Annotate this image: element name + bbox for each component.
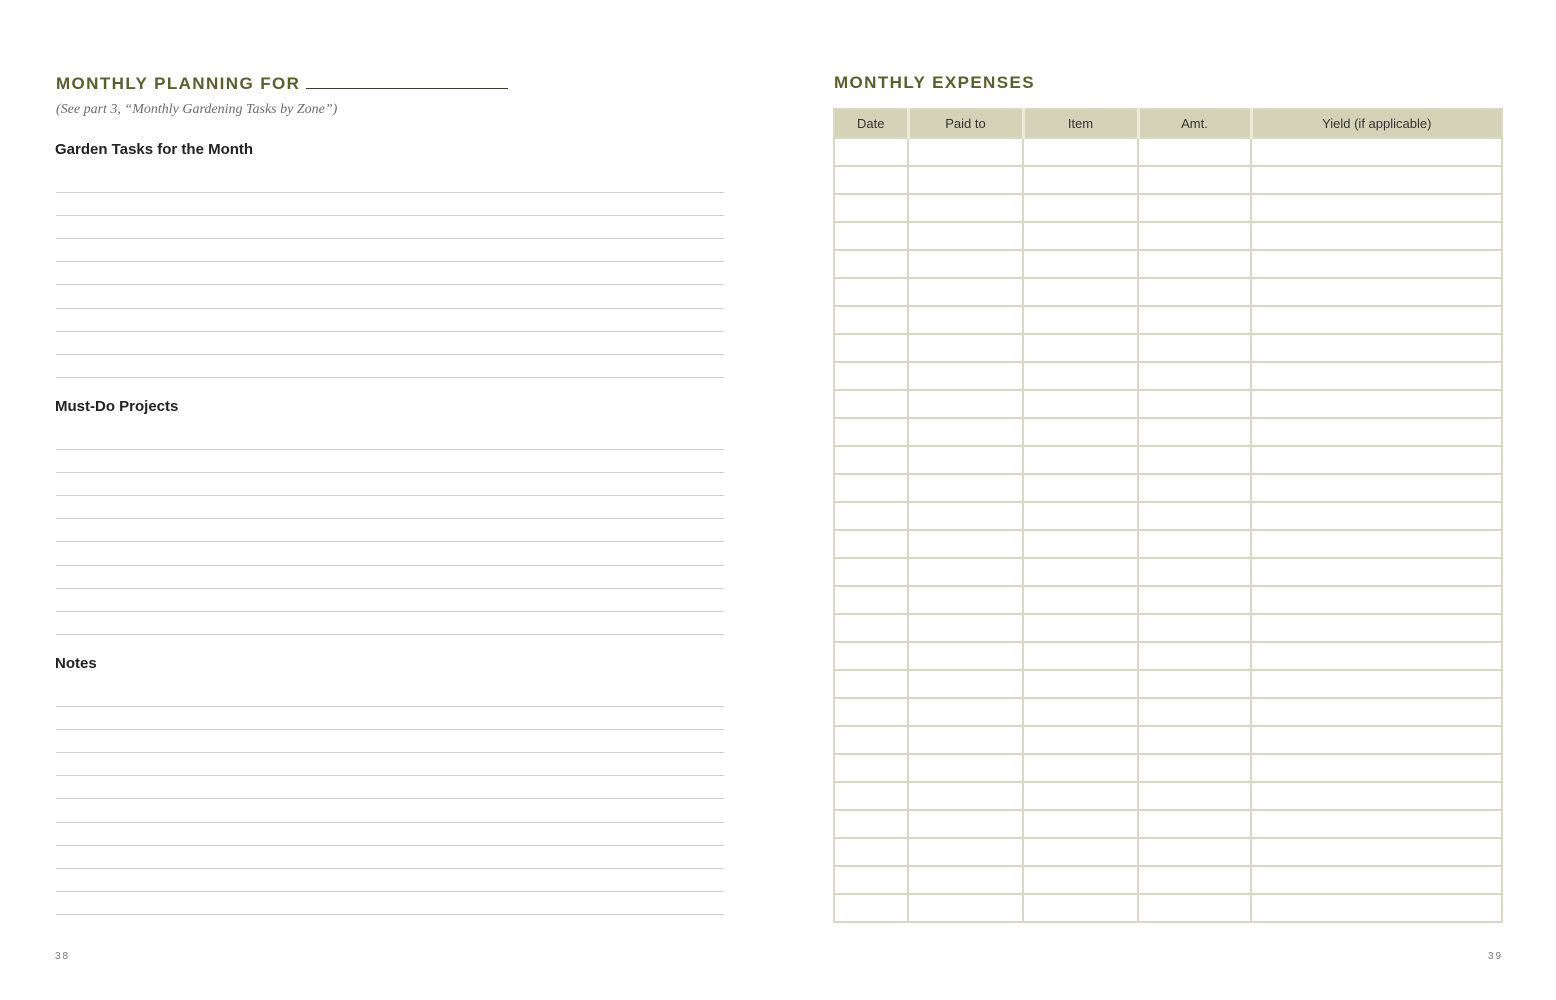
item-cell[interactable] [1023, 502, 1138, 530]
item-cell[interactable] [1023, 670, 1138, 698]
paid-to-cell[interactable] [908, 250, 1023, 278]
yield-cell[interactable] [1251, 502, 1502, 530]
amount-cell[interactable] [1138, 194, 1251, 222]
item-cell[interactable] [1023, 194, 1138, 222]
table-row [834, 474, 1502, 502]
yield-cell[interactable] [1251, 698, 1502, 726]
amount-cell[interactable] [1138, 810, 1251, 838]
table-row [834, 838, 1502, 866]
yield-cell[interactable] [1251, 530, 1502, 558]
paid-to-cell[interactable] [908, 138, 1023, 166]
yield-cell[interactable] [1251, 670, 1502, 698]
table-row [834, 138, 1502, 166]
paid-to-cell[interactable] [908, 306, 1023, 334]
yield-cell[interactable] [1251, 586, 1502, 614]
writing-line[interactable] [56, 798, 724, 799]
date-cell[interactable] [834, 614, 908, 642]
item-cell[interactable] [1023, 838, 1138, 866]
amount-cell[interactable] [1138, 894, 1251, 922]
paid-to-cell[interactable] [908, 166, 1023, 194]
paid-to-cell[interactable] [908, 558, 1023, 586]
writing-line[interactable] [56, 238, 724, 239]
table-row [834, 698, 1502, 726]
item-cell[interactable] [1023, 642, 1138, 670]
amount-cell[interactable] [1138, 838, 1251, 866]
amount-cell[interactable] [1138, 250, 1251, 278]
yield-cell[interactable] [1251, 782, 1502, 810]
expenses-header-row [834, 109, 1502, 138]
yield-cell[interactable] [1251, 362, 1502, 390]
paid-to-cell[interactable] [908, 334, 1023, 362]
planning-title-text: MONTHLY PLANNING FOR [56, 74, 301, 93]
date-cell[interactable] [834, 894, 908, 922]
table-row [834, 642, 1502, 670]
column-header-yield: Yield (if applicable) [1251, 109, 1502, 138]
yield-cell[interactable] [1251, 754, 1502, 782]
item-cell[interactable] [1023, 698, 1138, 726]
amount-cell[interactable] [1138, 558, 1251, 586]
paid-to-cell[interactable] [908, 754, 1023, 782]
table-row [834, 334, 1502, 362]
item-cell[interactable] [1023, 530, 1138, 558]
item-cell[interactable] [1023, 558, 1138, 586]
writing-line[interactable] [56, 729, 724, 730]
date-cell[interactable] [834, 586, 908, 614]
amount-cell[interactable] [1138, 670, 1251, 698]
column-header-item: Item [1023, 109, 1138, 138]
right-page [778, 0, 1556, 1000]
date-cell[interactable] [834, 250, 908, 278]
paid-to-cell[interactable] [908, 810, 1023, 838]
paid-to-cell[interactable] [908, 894, 1023, 922]
table-row [834, 250, 1502, 278]
amount-cell[interactable] [1138, 586, 1251, 614]
table-row [834, 726, 1502, 754]
date-cell[interactable] [834, 698, 908, 726]
must-do-projects-heading: Must-Do Projects [55, 398, 179, 415]
date-cell[interactable] [834, 670, 908, 698]
yield-cell[interactable] [1251, 138, 1502, 166]
paid-to-cell[interactable] [908, 642, 1023, 670]
expenses-title: MONTHLY EXPENSES [834, 73, 1035, 92]
expenses-table [833, 108, 1503, 923]
yield-cell[interactable] [1251, 250, 1502, 278]
date-cell[interactable] [834, 222, 908, 250]
date-cell[interactable] [834, 166, 908, 194]
table-row [834, 166, 1502, 194]
planning-title [56, 73, 508, 94]
item-cell[interactable] [1023, 474, 1138, 502]
table-row [834, 558, 1502, 586]
item-cell[interactable] [1023, 222, 1138, 250]
yield-cell[interactable] [1251, 222, 1502, 250]
item-cell[interactable] [1023, 726, 1138, 754]
writing-line[interactable] [56, 331, 724, 332]
table-row [834, 782, 1502, 810]
writing-line[interactable] [56, 472, 724, 473]
date-cell[interactable] [834, 726, 908, 754]
date-cell[interactable] [834, 838, 908, 866]
amount-cell[interactable] [1138, 166, 1251, 194]
paid-to-cell[interactable] [908, 726, 1023, 754]
paid-to-cell[interactable] [908, 838, 1023, 866]
yield-cell[interactable] [1251, 194, 1502, 222]
notes-heading: Notes [55, 655, 97, 672]
table-row [834, 278, 1502, 306]
date-cell[interactable] [834, 782, 908, 810]
writing-line[interactable] [56, 192, 724, 193]
date-cell[interactable] [834, 642, 908, 670]
yield-cell[interactable] [1251, 894, 1502, 922]
date-cell[interactable] [834, 474, 908, 502]
yield-cell[interactable] [1251, 810, 1502, 838]
amount-cell[interactable] [1138, 334, 1251, 362]
month-blank-line[interactable] [306, 73, 508, 89]
paid-to-cell[interactable] [908, 194, 1023, 222]
writing-line[interactable] [56, 541, 724, 542]
yield-cell[interactable] [1251, 334, 1502, 362]
date-cell[interactable] [834, 810, 908, 838]
item-cell[interactable] [1023, 446, 1138, 474]
yield-cell[interactable] [1251, 306, 1502, 334]
date-cell[interactable] [834, 362, 908, 390]
table-row [834, 810, 1502, 838]
date-cell[interactable] [834, 530, 908, 558]
writing-line[interactable] [56, 284, 724, 285]
paid-to-cell[interactable] [908, 446, 1023, 474]
column-header-paid-to: Paid to [908, 109, 1023, 138]
yield-cell[interactable] [1251, 166, 1502, 194]
writing-line[interactable] [56, 308, 724, 309]
amount-cell[interactable] [1138, 726, 1251, 754]
table-row [834, 530, 1502, 558]
yield-cell[interactable] [1251, 418, 1502, 446]
writing-line[interactable] [56, 914, 724, 915]
garden-tasks-heading: Garden Tasks for the Month [55, 141, 254, 158]
writing-line[interactable] [56, 565, 724, 566]
writing-line[interactable] [56, 822, 724, 823]
date-cell[interactable] [834, 754, 908, 782]
yield-cell[interactable] [1251, 642, 1502, 670]
writing-line[interactable] [56, 891, 724, 892]
writing-line[interactable] [56, 752, 724, 753]
table-row [834, 894, 1502, 922]
paid-to-cell[interactable] [908, 670, 1023, 698]
item-cell[interactable] [1023, 810, 1138, 838]
amount-cell[interactable] [1138, 138, 1251, 166]
item-cell[interactable] [1023, 166, 1138, 194]
table-row [834, 754, 1502, 782]
amount-cell[interactable] [1138, 446, 1251, 474]
page-number-left: 38 [55, 951, 71, 962]
amount-cell[interactable] [1138, 698, 1251, 726]
table-row [834, 866, 1502, 894]
writing-line[interactable] [56, 611, 724, 612]
table-row [834, 306, 1502, 334]
writing-line[interactable] [56, 588, 724, 589]
column-header-amount: Amt. [1138, 109, 1251, 138]
table-row [834, 614, 1502, 642]
yield-cell[interactable] [1251, 726, 1502, 754]
item-cell[interactable] [1023, 362, 1138, 390]
date-cell[interactable] [834, 418, 908, 446]
item-cell[interactable] [1023, 782, 1138, 810]
date-cell[interactable] [834, 558, 908, 586]
yield-cell[interactable] [1251, 866, 1502, 894]
paid-to-cell[interactable] [908, 614, 1023, 642]
paid-to-cell[interactable] [908, 222, 1023, 250]
writing-line[interactable] [56, 775, 724, 776]
planning-subtitle: (See part 3, “Monthly Gardening Tasks by Zone”) [56, 102, 338, 117]
writing-line[interactable] [56, 706, 724, 707]
table-row [834, 586, 1502, 614]
writing-line[interactable] [56, 215, 724, 216]
paid-to-cell[interactable] [908, 698, 1023, 726]
item-cell[interactable] [1023, 418, 1138, 446]
item-cell[interactable] [1023, 754, 1138, 782]
amount-cell[interactable] [1138, 222, 1251, 250]
date-cell[interactable] [834, 306, 908, 334]
table-row [834, 194, 1502, 222]
amount-cell[interactable] [1138, 754, 1251, 782]
date-cell[interactable] [834, 502, 908, 530]
table-row [834, 502, 1502, 530]
writing-line[interactable] [56, 495, 724, 496]
item-cell[interactable] [1023, 614, 1138, 642]
paid-to-cell[interactable] [908, 418, 1023, 446]
paid-to-cell[interactable] [908, 586, 1023, 614]
amount-cell[interactable] [1138, 782, 1251, 810]
date-cell[interactable] [834, 866, 908, 894]
amount-cell[interactable] [1138, 530, 1251, 558]
paid-to-cell[interactable] [908, 474, 1023, 502]
amount-cell[interactable] [1138, 390, 1251, 418]
yield-cell[interactable] [1251, 838, 1502, 866]
amount-cell[interactable] [1138, 306, 1251, 334]
table-row [834, 390, 1502, 418]
paid-to-cell[interactable] [908, 530, 1023, 558]
table-row [834, 418, 1502, 446]
yield-cell[interactable] [1251, 474, 1502, 502]
paid-to-cell[interactable] [908, 390, 1023, 418]
yield-cell[interactable] [1251, 278, 1502, 306]
table-row [834, 446, 1502, 474]
item-cell[interactable] [1023, 278, 1138, 306]
amount-cell[interactable] [1138, 642, 1251, 670]
item-cell[interactable] [1023, 250, 1138, 278]
writing-line[interactable] [56, 354, 724, 355]
amount-cell[interactable] [1138, 614, 1251, 642]
date-cell[interactable] [834, 278, 908, 306]
yield-cell[interactable] [1251, 558, 1502, 586]
writing-line[interactable] [56, 845, 724, 846]
amount-cell[interactable] [1138, 866, 1251, 894]
amount-cell[interactable] [1138, 418, 1251, 446]
item-cell[interactable] [1023, 390, 1138, 418]
item-cell[interactable] [1023, 334, 1138, 362]
table-row [834, 362, 1502, 390]
yield-cell[interactable] [1251, 390, 1502, 418]
item-cell[interactable] [1023, 138, 1138, 166]
writing-line[interactable] [56, 518, 724, 519]
writing-line[interactable] [56, 868, 724, 869]
paid-to-cell[interactable] [908, 362, 1023, 390]
paid-to-cell[interactable] [908, 866, 1023, 894]
date-cell[interactable] [834, 194, 908, 222]
date-cell[interactable] [834, 138, 908, 166]
amount-cell[interactable] [1138, 474, 1251, 502]
paid-to-cell[interactable] [908, 782, 1023, 810]
item-cell[interactable] [1023, 306, 1138, 334]
amount-cell[interactable] [1138, 278, 1251, 306]
writing-line[interactable] [56, 377, 724, 378]
table-row [834, 670, 1502, 698]
paid-to-cell[interactable] [908, 278, 1023, 306]
item-cell[interactable] [1023, 586, 1138, 614]
amount-cell[interactable] [1138, 362, 1251, 390]
expenses-table-body [834, 138, 1502, 922]
amount-cell[interactable] [1138, 502, 1251, 530]
item-cell[interactable] [1023, 866, 1138, 894]
date-cell[interactable] [834, 446, 908, 474]
paid-to-cell[interactable] [908, 502, 1023, 530]
date-cell[interactable] [834, 334, 908, 362]
yield-cell[interactable] [1251, 614, 1502, 642]
yield-cell[interactable] [1251, 446, 1502, 474]
date-cell[interactable] [834, 390, 908, 418]
table-row [834, 222, 1502, 250]
writing-line[interactable] [56, 261, 724, 262]
item-cell[interactable] [1023, 894, 1138, 922]
page-number-right: 39 [1488, 951, 1504, 962]
writing-line[interactable] [56, 449, 724, 450]
writing-line[interactable] [56, 634, 724, 635]
column-header-date: Date [834, 109, 908, 138]
